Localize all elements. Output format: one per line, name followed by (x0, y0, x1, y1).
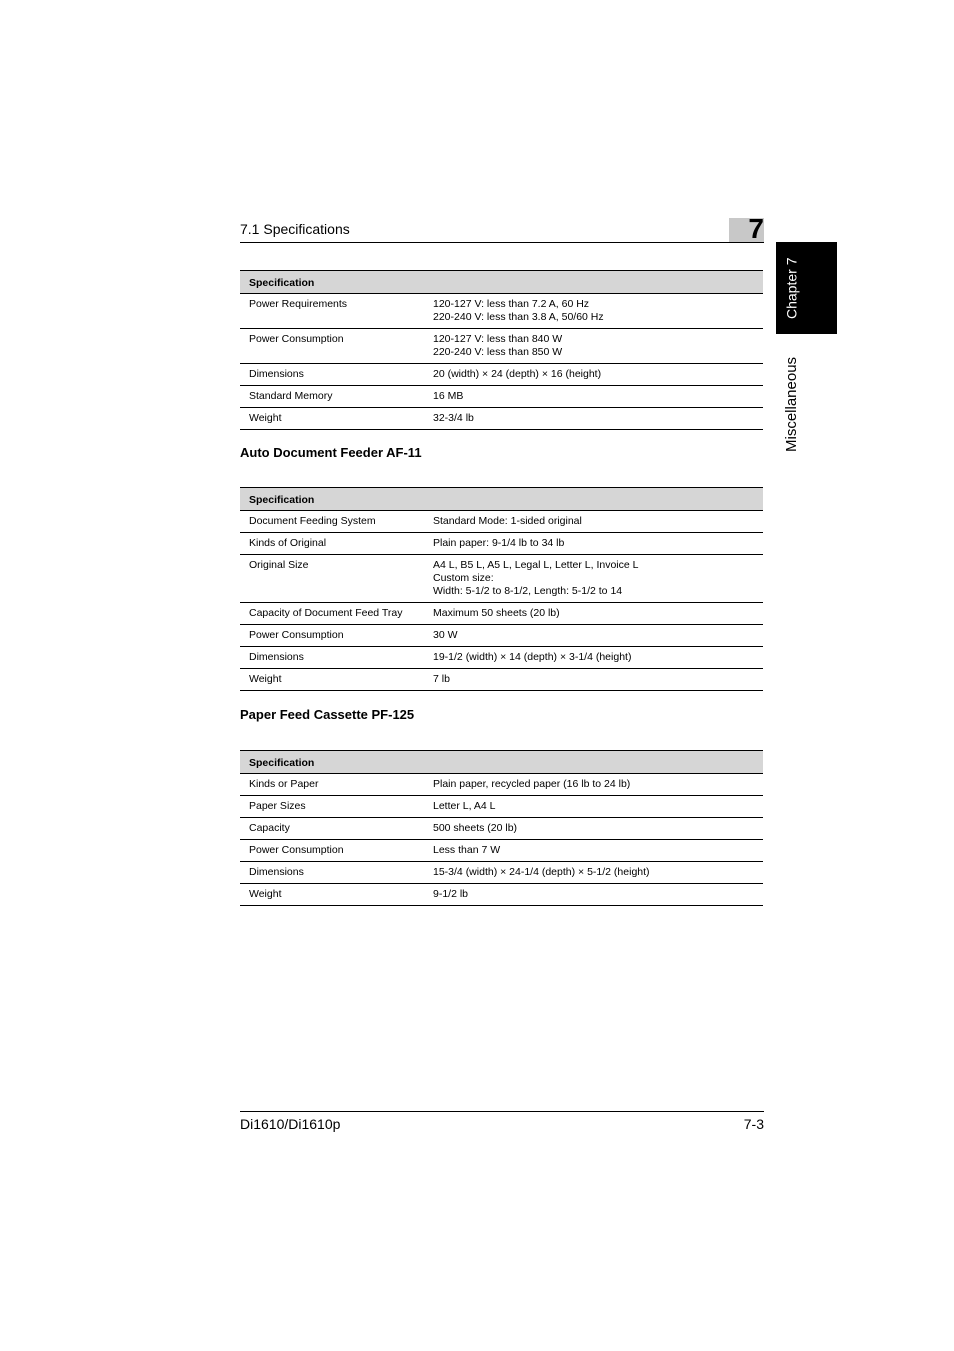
spec-value: 32-3/4 lb (424, 408, 763, 430)
spec-label: Power Consumption (240, 625, 424, 647)
spec-value: Standard Mode: 1-sided original (424, 511, 763, 533)
spec-label: Standard Memory (240, 386, 424, 408)
spec-label: Dimensions (240, 647, 424, 669)
table-row (240, 603, 763, 625)
footer-model: Di1610/Di1610p (240, 1116, 341, 1132)
spec-label: Dimensions (240, 364, 424, 386)
table-row (240, 625, 763, 647)
table-header: Specification (240, 751, 763, 774)
spec-label: Weight (240, 884, 424, 906)
footer-divider (240, 1111, 764, 1112)
table-row (240, 408, 763, 430)
table-row (240, 364, 763, 386)
spec-value: 120-127 V: less than 840 W 220-240 V: less than 850 W (424, 329, 763, 364)
spec-label: Dimensions (240, 862, 424, 884)
spec-label: Paper Sizes (240, 796, 424, 818)
spec-label: Kinds or Paper (240, 774, 424, 796)
spec-label: Original Size (240, 555, 424, 603)
spec-value: 500 sheets (20 lb) (424, 818, 763, 840)
spec-label: Capacity of Document Feed Tray (240, 603, 424, 625)
spec-table-adf (240, 487, 763, 691)
section-tab-label: Miscellaneous (783, 356, 800, 452)
table-header: Specification (240, 488, 763, 511)
spec-value: Letter L, A4 L (424, 796, 763, 818)
spec-value: 15-3/4 (width) × 24-1/4 (depth) × 5-1/2 (height) (424, 862, 763, 884)
table-row (240, 774, 763, 796)
spec-label: Power Consumption (240, 840, 424, 862)
table-row (240, 818, 763, 840)
chapter-tab-label: Chapter 7 (783, 257, 800, 319)
table-row (240, 647, 763, 669)
spec-label: Weight (240, 669, 424, 691)
spec-value: 20 (width) × 24 (depth) × 16 (height) (424, 364, 763, 386)
spec-label: Power Requirements (240, 294, 424, 329)
table-row (240, 796, 763, 818)
section-heading-cassette: Paper Feed Cassette PF-125 (240, 707, 415, 722)
spec-value: 9-1/2 lb (424, 884, 763, 906)
header-divider (240, 242, 764, 243)
table-row (240, 386, 763, 408)
spec-value: 19-1/2 (width) × 14 (depth) × 3-1/4 (height) (424, 647, 763, 669)
chapter-number: 7 (748, 213, 764, 244)
spec-value: 30 W (424, 625, 763, 647)
table-row (240, 329, 763, 364)
spec-table-cassette (240, 750, 763, 906)
spec-value: Maximum 50 sheets (20 lb) (424, 603, 763, 625)
spec-value: Plain paper: 9-1/4 lb to 34 lb (424, 533, 763, 555)
table-row (240, 555, 763, 603)
spec-value: 16 MB (424, 386, 763, 408)
section-heading-adf: Auto Document Feeder AF-11 (240, 445, 422, 460)
spec-table-main (240, 270, 763, 430)
table-row (240, 669, 763, 691)
spec-label: Weight (240, 408, 424, 430)
spec-label: Capacity (240, 818, 424, 840)
table-header: Specification (240, 271, 763, 294)
spec-value: Less than 7 W (424, 840, 763, 862)
spec-label: Kinds of Original (240, 533, 424, 555)
table-row (240, 511, 763, 533)
table-row (240, 840, 763, 862)
table-row (240, 884, 763, 906)
spec-value: A4 L, B5 L, A5 L, Legal L, Letter L, Invoice L Custom size: Width: 5-1/2 to 8-1/2, Length: 5-1/2 to 14 (424, 555, 763, 603)
table-row (240, 862, 763, 884)
spec-label: Document Feeding System (240, 511, 424, 533)
spec-value: 7 lb (424, 669, 763, 691)
footer-page-number: 7-3 (743, 1116, 764, 1132)
section-title: 7.1 Specifications (240, 221, 350, 237)
table-row (240, 533, 763, 555)
spec-value: Plain paper, recycled paper (16 lb to 24 lb) (424, 774, 763, 796)
spec-label: Power Consumption (240, 329, 424, 364)
spec-value: 120-127 V: less than 7.2 A, 60 Hz 220-240 V: less than 3.8 A, 50/60 Hz (424, 294, 763, 329)
table-row (240, 294, 763, 329)
